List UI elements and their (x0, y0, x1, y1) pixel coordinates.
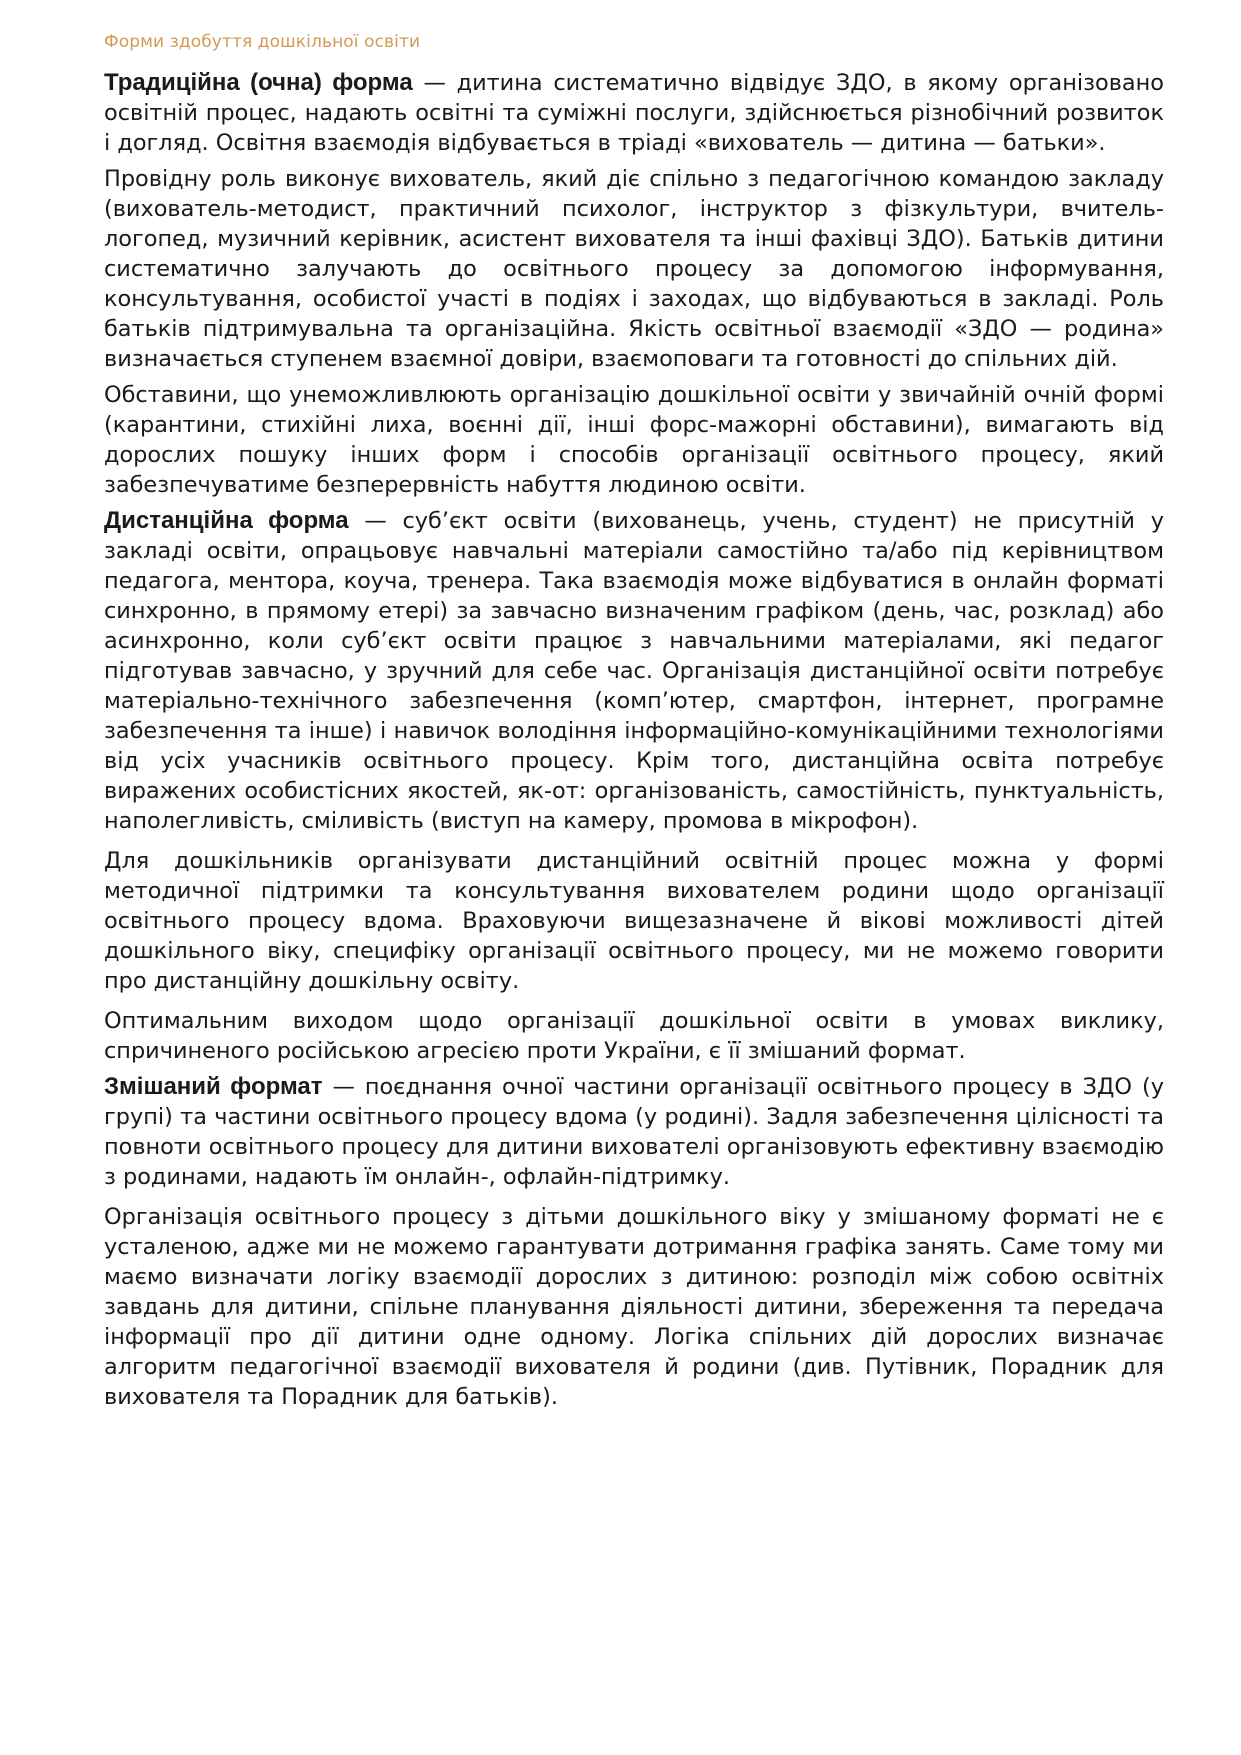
paragraph-text: — поєднання очної частини організації освітнього процесу в ЗДО (у групі) та частини освітнього процесу вдома (у родині). Задля забезпечення цілісності та повноти освітнього процесу для дитини вихователі організовують ефективну взаємодію з родинами, надають їм онлайн-, офлайн-підтримку. (104, 1074, 1164, 1190)
paragraph-text: Для дошкільників організувати дистанційний освітній процес можна у формі методичної підтримки та консультування вихователем родини щодо організації освітнього процесу вдома. Враховуючи вищезазначене й вікові можливості дітей дошкільного віку, специфіку організації освітнього процесу, ми не можемо говорити про дистанційну дошкільну освіту. (104, 848, 1164, 994)
paragraph-text: Обставини, що унеможливлюють організацію дошкільної освіти у звичайній очній формі (карантини, стихійні лиха, воєнні дії, інші форс-мажорні обставини), вимагають від дорослих пошуку інших форм і способів організації освітнього процесу, який забезпечуватиме безперервність набуття людиною освіти. (104, 382, 1164, 498)
paragraph-educator-role (104, 164, 1164, 374)
paragraph-text: Провідну роль виконує вихователь, який діє спільно з педагогічною командою закладу (вихователь-методист, практичний психолог, інструктор з фізкультури, вчитель-логопед, музичний керівник, асистент вихователя та інші фахівці ЗДО). Батьків дитини систематично залучають до освітнього процесу за допомогою інформування, консультування, особистої участі в подіях і заходах, що відбуваються в закладі. Роль батьків підтримувальна та організаційна. Якість освітньої взаємодії «ЗДО — родина» визначається ступенем взаємної довіри, взаємоповаги та готовності до спільних дій. (104, 166, 1164, 372)
term-traditional-form: Традиційна (очна) форма (104, 69, 413, 96)
paragraph-optimal-solution (104, 1006, 1164, 1066)
term-blended-format: Змішаний формат (104, 1073, 323, 1100)
paragraph-organization (104, 1202, 1164, 1412)
paragraph-text: Організація освітнього процесу з дітьми дошкільного віку у змішаному форматі не є усталеною, адже ми не можемо гарантувати дотримання графіка занять. Саме тому ми маємо визначати логіку взаємодії дорослих з дитиною: розподіл між собою освітніх завдань для дитини, спільне планування діяльності дитини, збереження та передача інформації про дії дитини одне одному. Логіка спільних дій дорослих визначає алгоритм педагогічної взаємодії вихователя й родини (див. Путівник, Порадник для вихователя та Порадник для батьків). (104, 1204, 1164, 1410)
paragraph-circumstances (104, 380, 1164, 500)
document-body (104, 68, 1164, 1418)
paragraph-distance-form (104, 506, 1164, 836)
paragraph-text: Оптимальним виходом щодо організації дошкільної освіти в умовах виклику, спричиненого російською агресією проти України, є її змішаний формат. (104, 1008, 1164, 1064)
paragraph-preschoolers (104, 846, 1164, 996)
paragraph-traditional-form (104, 68, 1164, 158)
paragraph-blended-format (104, 1072, 1164, 1192)
running-header: Форми здобуття дошкільної освіти (104, 32, 421, 52)
paragraph-text: — суб’єкт освіти (вихованець, учень, студент) не присутній у закладі освіти, опрацьовує навчальні матеріали самостійно та/або під керівництвом педагога, ментора, коуча, тренера. Така взаємодія може відбуватися в онлайн форматі синхронно, в прямому етері) за завчасно визначеним графіком (день, час, розклад) або асинхронно, коли суб’єкт освіти працює з навчальними матеріалами, які педагог підготував завчасно, у зручний для себе час. Організація дистанційної освіти потребує матеріально-технічного забезпечення (комп’ютер, смартфон, інтернет, програмне забезпечення та інше) і навичок володіння інформаційно-комунікаційними технологіями від усіх учасників освітнього процесу. Крім того, дистанційна освіта потребує виражених особистісних якостей, як-от: організованість, самостійність, пунктуальність, наполегливість, сміливість (виступ на камеру, промова в мікрофон). (104, 508, 1164, 834)
paragraph-text: — дитина систематично відвідує ЗДО, в якому організовано освітній процес, надають освітні та суміжні послуги, здійснюється різнобічний розвиток і догляд. Освітня взаємодія відбувається в тріаді «вихователь — дитина — батьки». (104, 70, 1164, 156)
term-distance-form: Дистанційна форма (104, 507, 349, 534)
